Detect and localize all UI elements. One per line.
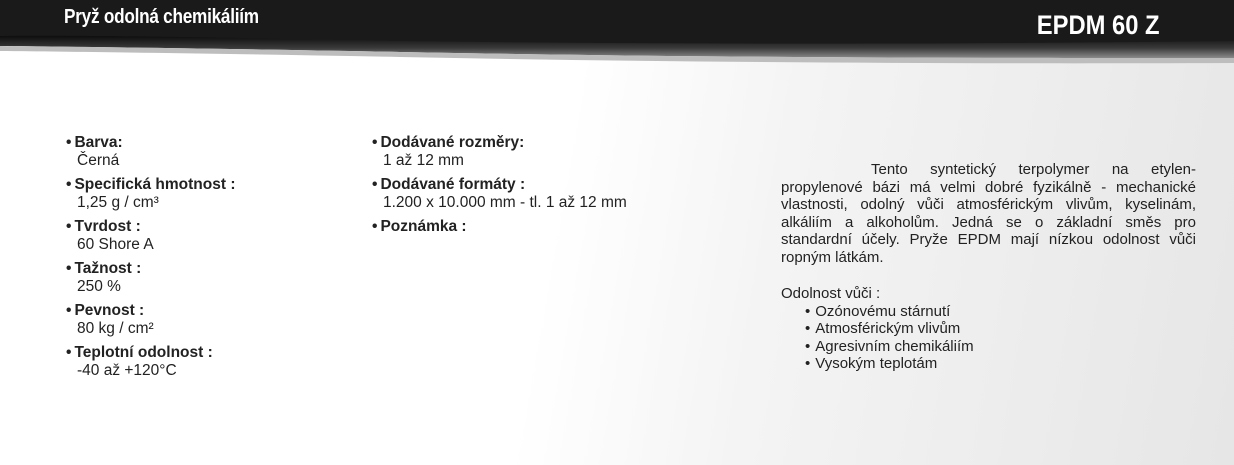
spec-label: • Dodávané formáty : (372, 176, 692, 194)
spec-elongation (66, 260, 346, 296)
spec-color (66, 134, 346, 170)
spec-label: • Tažnost : (66, 260, 346, 278)
product-code: EPDM 60 Z (1037, 10, 1160, 40)
spec-density (66, 176, 346, 212)
specs-left-column (66, 134, 346, 386)
spec-formats (372, 176, 692, 212)
resistance-item: • Ozónovému stárnutí (805, 303, 1196, 321)
spec-label: • Tvrdost : (66, 218, 346, 236)
spec-label: • Poznámka : (372, 218, 692, 236)
resistance-list (781, 303, 1196, 373)
description-paragraph: Tento syntetický terpolymer na etylen-propylenové bázi má velmi dobré fyzikálně - mechanické vlastnosti, odolný vůči atmosférickým vlivům, kyselinám, alkáliím a alkoholům. Jedná se o základní směs pro standardní účely. Pryže EPDM mají nízkou odolnost vůči ropným látkám. (781, 161, 1196, 266)
spec-label: • Barva: (66, 134, 346, 152)
spec-note (372, 218, 692, 236)
spec-dimensions (372, 134, 692, 170)
spec-value: 1.200 x 10.000 mm - tl. 1 až 12 mm (383, 194, 627, 211)
header-title: Pryž odolná chemikáliím (64, 6, 259, 28)
spec-label: • Specifická hmotnost : (66, 176, 346, 194)
header-band (0, 0, 1234, 70)
spec-value: 1 až 12 mm (383, 152, 464, 169)
spec-value: Černá (77, 152, 120, 169)
spec-value: 1,25 g / cm³ (77, 194, 159, 211)
spec-value: -40 až +120°C (77, 362, 177, 379)
resistance-heading: Odolnost vůči : (781, 285, 881, 302)
spec-value: 250 % (77, 278, 121, 295)
spec-label: • Teplotní odolnost : (66, 344, 346, 362)
spec-hardness (66, 218, 346, 254)
resistance-item: • Atmosférickým vlivům (805, 320, 1196, 338)
product-description (781, 161, 1196, 373)
resistance-item: • Agresivním chemikáliím (805, 338, 1196, 356)
specs-middle-column (372, 134, 692, 242)
resistance-item: • Vysokým teplotám (805, 355, 1196, 373)
spec-temperature (66, 344, 346, 380)
spec-value: 60 Shore A (77, 236, 154, 253)
spec-label: • Dodávané rozměry: (372, 134, 692, 152)
spec-label: • Pevnost : (66, 302, 346, 320)
spec-value: 80 kg / cm² (77, 320, 154, 337)
spec-strength (66, 302, 346, 338)
